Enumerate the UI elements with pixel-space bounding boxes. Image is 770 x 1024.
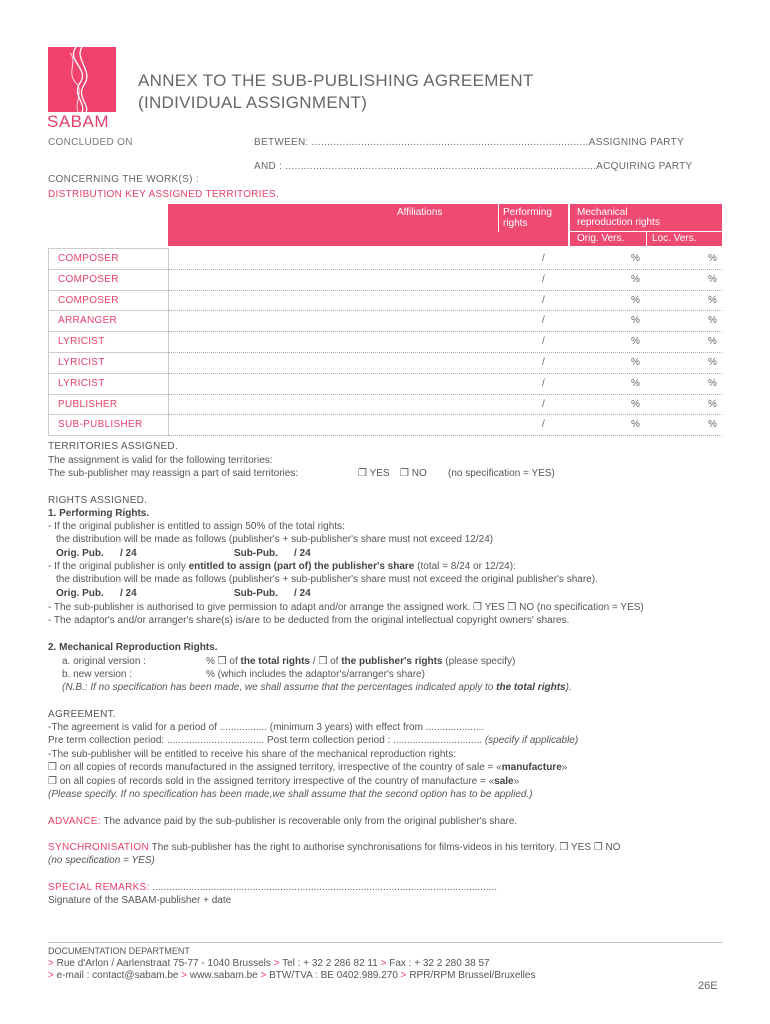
- row-divider: [48, 352, 168, 353]
- agreement-note: (Please specify. If no specification has been made,we shall assume that the second option has to be applied.): [48, 789, 533, 800]
- loc-version-cell[interactable]: %: [708, 357, 717, 368]
- row-role-label: LYRICIST: [58, 336, 105, 348]
- sub-pub-label-2: Sub-Pub.: [234, 588, 278, 599]
- orig-pub-per24-1: / 24: [120, 548, 137, 559]
- orig-pub-label-2: Orig. Pub.: [56, 588, 104, 599]
- row-role-label: ARRANGER: [58, 315, 118, 327]
- table-col-divider: [168, 248, 169, 435]
- performing-rights-cell[interactable]: /: [542, 315, 545, 327]
- row-divider: [48, 373, 168, 374]
- performing-rights-cell[interactable]: /: [542, 398, 545, 410]
- rights-line-5: - The sub-publisher is authorised to give permission to adapt and/or arrange the assigned work. ❒ YES ❒ NO (no specification = YES): [48, 602, 644, 613]
- rights-line-6: - The adaptor's and/or arranger's share(s) is/are to be deducted from the original intellectual copyright owners' shares.: [48, 615, 570, 626]
- row-role-label: SUB-PUBLISHER: [58, 419, 143, 431]
- col-performing-2: rights: [503, 218, 528, 229]
- col-loc-version: Loc. Vers.: [652, 233, 697, 244]
- row-divider: [48, 414, 168, 415]
- loc-version-cell[interactable]: %: [708, 398, 717, 410]
- loc-version-cell[interactable]: %: [708, 336, 717, 348]
- and-line: AND : .....................................................................................................ACQUIRING PARTY: [254, 161, 693, 172]
- title-line-1: ANNEX TO THE SUB-PUBLISHING AGREEMENT: [138, 71, 534, 90]
- concluded-on-label: CONCLUDED ON: [48, 137, 133, 148]
- between-line: BETWEEN: ..........................................................................................ASSIGNING PARTY: [254, 137, 685, 148]
- loc-version-cell[interactable]: %: [708, 419, 717, 431]
- agreement-sale-option[interactable]: ❒ on all copies of records sold in the assigned territory irrespective of the country of manufacture = «sale»: [48, 776, 520, 787]
- loc-version-cell[interactable]: %: [708, 253, 717, 264]
- rights-line-1: - If the original publisher is entitled to assign 50% of the total rights:: [48, 521, 345, 532]
- title-line-2: (INDIVIDUAL ASSIGNMENT): [138, 93, 368, 112]
- mechanical-rights-heading: 2. Mechanical Reproduction Rights.: [48, 642, 218, 653]
- row-role-label: LYRICIST: [58, 377, 105, 389]
- mech-nb-note: (N.B.: If no specification has been made, we shall assume that the percentages indicated apply to the total rights).: [62, 682, 572, 693]
- mech-original-label: a. original version :: [62, 656, 146, 667]
- loc-version-cell[interactable]: %: [708, 315, 717, 327]
- territories-line-1: The assignment is valid for the following territories:: [48, 455, 273, 466]
- table-left-border: [48, 248, 49, 435]
- territories-nospec: (no specification = YES): [448, 468, 555, 479]
- concerning-label: CONCERNING THE WORK(S) :: [48, 174, 199, 185]
- territories-no-checkbox[interactable]: ❒ NO: [400, 468, 427, 479]
- row-dotted-divider: [168, 290, 722, 291]
- rights-heading: RIGHTS ASSIGNED.: [48, 495, 148, 506]
- sub-pub-per24-1: / 24: [294, 548, 311, 559]
- row-divider: [48, 394, 168, 395]
- sabam-swirl-icon: [48, 47, 116, 112]
- advance-line: ADVANCE: The advance paid by the sub-publisher is recoverable only from the original publisher's share.: [48, 816, 518, 827]
- sub-pub-per24-2: / 24: [294, 588, 311, 599]
- orig-pub-label-1: Orig. Pub.: [56, 548, 104, 559]
- page-title: [138, 70, 534, 114]
- sub-pub-label-1: Sub-Pub.: [234, 548, 278, 559]
- sync-line: SYNCHRONISATION The sub-publisher has the right to authorise synchronisations for films-videos in his territory. ❒ YES ❒ NO: [48, 842, 621, 853]
- row-role-label: COMPOSER: [58, 253, 119, 264]
- row-dotted-divider: [168, 435, 722, 436]
- territories-yes-checkbox[interactable]: ❒ YES: [358, 468, 390, 479]
- loc-version-cell[interactable]: %: [708, 377, 717, 389]
- footer-dept: DOCUMENTATION DEPARTMENT: [48, 946, 190, 956]
- agreement-line-2: Pre term collection period: ................................... Post term collection period : ................................ (specify if applicable): [48, 735, 579, 746]
- performing-rights-cell[interactable]: /: [542, 253, 545, 264]
- loc-version-cell[interactable]: %: [708, 294, 717, 306]
- row-role-label: PUBLISHER: [58, 398, 118, 410]
- agreement-manufacture-option[interactable]: ❒ on all copies of records manufactured in the assigned territory, irrespective of the country of sale = «manufacture»: [48, 762, 568, 773]
- row-dotted-divider: [168, 310, 722, 311]
- sabam-logo-mark: [48, 47, 116, 112]
- orig-version-cell[interactable]: %: [631, 357, 640, 368]
- territories-heading: TERRITORIES ASSIGNED.: [48, 441, 179, 452]
- row-dotted-divider: [168, 331, 722, 332]
- territories-line-2: The sub-publisher may reassign a part of said territories:: [48, 468, 299, 479]
- mech-new-label: b. new version :: [62, 669, 133, 680]
- signature-line: Signature of the SABAM-publisher + date: [48, 895, 232, 906]
- col-mechanical-1: Mechanical: [577, 207, 628, 218]
- orig-version-cell[interactable]: %: [631, 419, 640, 431]
- loc-version-cell[interactable]: %: [708, 273, 717, 285]
- performing-rights-cell[interactable]: /: [542, 357, 545, 368]
- col-affiliations: Affiliations: [397, 207, 443, 218]
- col-performing-1: Performing: [503, 207, 552, 218]
- orig-pub-per24-2: / 24: [120, 588, 137, 599]
- performing-rights-cell[interactable]: /: [542, 419, 545, 431]
- performing-rights-cell[interactable]: /: [542, 273, 545, 285]
- col-orig-version: Orig. Vers.: [577, 233, 625, 244]
- orig-version-cell[interactable]: %: [631, 294, 640, 306]
- footer-contact: > e-mail : contact@sabam.be > www.sabam.be > BTW/TVA : BE 0402.989.270 > RPR/RPM Brussel/Bruxelles: [48, 970, 536, 981]
- orig-version-cell[interactable]: %: [631, 273, 640, 285]
- rights-line-3: - If the original publisher is only entitled to assign (part of) the publisher's share (total = 8/24 or 12/24):: [48, 561, 516, 572]
- performing-rights-heading: 1. Performing Rights.: [48, 508, 150, 519]
- sabam-logo-text: SABAM: [47, 112, 110, 131]
- agreement-line-3: -The sub-publisher will be entitled to receive his share of the mechanical reproduction rights:: [48, 749, 456, 760]
- orig-version-cell[interactable]: %: [631, 377, 640, 389]
- table-top-border: [48, 248, 168, 249]
- orig-version-cell[interactable]: %: [631, 336, 640, 348]
- footer-email-link[interactable]: e-mail : contact@sabam.be: [56, 970, 179, 981]
- row-divider: [48, 435, 168, 436]
- form-code: 26E: [698, 980, 718, 992]
- mech-original-options: % ❒ of the total rights / ❒ of the publisher's rights (please specify): [206, 656, 516, 667]
- agreement-heading: AGREEMENT.: [48, 709, 117, 720]
- row-divider: [48, 310, 168, 311]
- performing-rights-cell[interactable]: /: [542, 336, 545, 348]
- distribution-key-heading: DISTRIBUTION KEY ASSIGNED TERRITORIES.: [48, 189, 279, 200]
- row-role-label: COMPOSER: [58, 294, 119, 306]
- row-dotted-divider: [168, 394, 722, 395]
- agreement-line-1: -The agreement is valid for a period of ................. (minimum 3 years) with effect from .....................: [48, 722, 485, 733]
- row-dotted-divider: [168, 269, 722, 270]
- footer-divider: [48, 942, 722, 943]
- performing-rights-cell[interactable]: /: [542, 377, 545, 389]
- row-divider: [48, 290, 168, 291]
- mech-new-text: % (which includes the adaptor's/arranger's share): [206, 669, 425, 680]
- row-role-label: LYRICIST: [58, 357, 105, 368]
- col-mechanical-2: reproduction rights: [577, 217, 660, 228]
- row-dotted-divider: [168, 352, 722, 353]
- row-dotted-divider: [168, 373, 722, 374]
- footer-web-link[interactable]: www.sabam.be: [189, 970, 258, 981]
- row-role-label: COMPOSER: [58, 273, 119, 285]
- rights-line-2: the distribution will be made as follows (publisher's + sub-publisher's share must not exceed 12/24): [56, 534, 494, 545]
- orig-version-cell[interactable]: %: [631, 253, 640, 264]
- footer-address: > Rue d'Arlon / Aarlenstraat 75-77 - 1040 Brussels > Tel : + 32 2 286 82 11 > Fax : + 32 2 280 38 57: [48, 958, 490, 969]
- orig-version-cell[interactable]: %: [631, 398, 640, 410]
- row-divider: [48, 269, 168, 270]
- performing-rights-cell[interactable]: /: [542, 294, 545, 306]
- row-dotted-divider: [168, 414, 722, 415]
- orig-version-cell[interactable]: %: [631, 315, 640, 327]
- row-divider: [48, 331, 168, 332]
- sync-nospec: (no specification = YES): [48, 855, 155, 866]
- special-remarks-line: SPECIAL REMARKS: ............................................................................................................................: [48, 882, 497, 893]
- rights-line-4: the distribution will be made as follows (publisher's + sub-publisher's share must not exceed the original publisher's share).: [56, 574, 598, 585]
